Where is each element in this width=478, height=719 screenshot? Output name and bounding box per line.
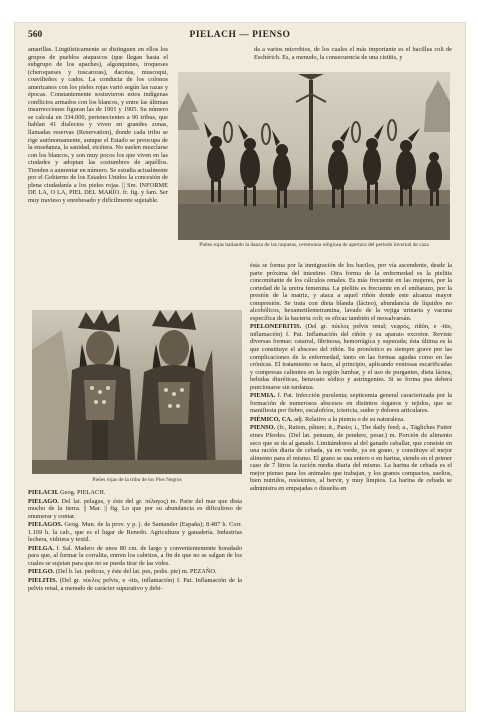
entry-pielitis	[28, 577, 242, 592]
page-title: PIELACH — PIENSO	[189, 30, 291, 40]
entry-pielach-body: Geog. PIELACH.	[60, 489, 106, 496]
entry-piemico-body: adj. Relativo a la piemia o de su naturaleza.	[294, 415, 405, 423]
top-left-column	[28, 46, 168, 308]
photo-snowshoe-dance-image	[178, 72, 450, 240]
entry-pielonefritis	[250, 323, 452, 391]
entry-pienso-body: (fr., Ration, pâture; it., Pasto; i., The daily feed; a., Tägliches Futter eines Pferdes. (Del lat. pensum, de pendere, pesar.) m. Porción de alimento seco que se da al ganado. Limitándonos al del ganado caballar, que consiste en una ración diaria de cebada, ya en verde, ya en grano, y constituye el mejor alimento para el mismo. El grano se usa entero o en harina, siendo en el primer caso de 7 litros la ración media diaria del mismo. La harina de cebada es el mejor pienso para los animales que trabajan, y los granos compactos, sueltos, bien nutridos, resistentes, al hervir, y muy limpios. La harina de cebada se administra en empajadas o disuelta en	[250, 424, 452, 492]
entry-pielago-head: PIELAGO.	[28, 497, 59, 505]
entry-pienso-head: PIENSO.	[250, 424, 276, 432]
entry-pielonefritis-body: (Del gr. πύελος pelvis renal; νεφρός, riñón, e -itis, inflamación) f. Pat. Inflamación del riñón y su aparato excretor. Reviste diversas formas: catarral, fibrinosa, hemorrágica y supurada; ésta última es la que constituye el absceso del riñón. Su pronóstico es siempre grave por las complicaciones de la enfermedad, tanto en las formas agudas como en las crónicas. El tratamiento se hace, al principio, aplicando ventosas escarificadas y compresas calientes en la región lumbar, y el uso de purgantes, dieta láctea, bebidas diuréticas, benzoato sódico y astringentes. Si se forma pus deberá puncionarse sin tardanza.	[250, 323, 452, 391]
page-number: 560	[28, 30, 43, 40]
top-left-text: amarillas. Lingüísticamente se distinguen en ellos los grupos de pueblos atapascos (que llegan hasta el subgrupo de los apaches), algonquines, iroqueses (cheroqueses y tuscaroras), dacotas, muscoqui, coavilteños y cados. La conducta de los colonos americanos con los pieles rojas varió según las razas y épocas. Constantemente sostuvieron estos indígenas conflictos armados con los blancos, y entre las últimas insurrecciones figuran las de 1901 y 1905. Su número se calcula en 334.000, pertenecientes a 96 tribus, que hablan 41 dialectos y viven en grandes zonas, llamadas reservas (Reservation), donde cada tribu se rige autónomamente, aunque el Estado se preocupa de la enseñanza, la sanidad, etcétera. No suelen mezclarse con los blancos, y son muy pocos los que viven en las ciudades y adoptan las costumbres de aquéllos. Tienden a aumentar en número. Se estudia actualmente por el Gobierno de los Estados Unidos la concesión de plena ciudadanía a los pieles rojas. || Sm. INFORME DE LA, O LA, PIEL DEL MARÍO. fr. fig. y fam. Ser muy travieso y enrebesado y difícilmente sujetable.	[28, 46, 168, 204]
entry-pielonefritis-head: PIELONEFRITIS.	[250, 323, 302, 331]
entry-pielago	[28, 498, 242, 521]
entry-pielga-body: f. Sal. Madero de unos 80 cm. de largo y convenientemente horadado para que, al formar la corralita, entren los cabritos, a fin de que no se salgan de los cuales se sujetan para que no se pueda tirar de las vides.	[28, 544, 243, 567]
top-right-column	[254, 46, 452, 70]
entry-piemia-head: PIEMIA.	[250, 392, 276, 400]
entry-pielgo	[28, 568, 242, 576]
entry-pielitis-body: (Del gr. πύελος pelvis, e -itis, inflamación) f. Pat. Inflamación de la pelvis renal, a menudo de carácter supurativo y debi-	[28, 577, 242, 592]
entry-pielach-head: PIELACH.	[28, 489, 59, 496]
entry-pienso	[250, 424, 452, 492]
page-header	[28, 30, 452, 44]
entry-pielagos	[28, 521, 242, 544]
entry-piemico-head: PIÉMICO, CA.	[250, 415, 293, 423]
photo-blackfoot-caption: Pieles rojas de la tribu de los Pies Negros	[92, 477, 182, 483]
entry-pielgo-head: PIELGO.	[28, 568, 55, 576]
photo-blackfoot	[32, 310, 242, 474]
lower-left-column	[28, 488, 242, 708]
top-right-text: da a varios microbios, de los cuales el más importante es el bacillus coli de Eschérich. Es, a menudo, la consecuencia de una cistitis, y	[254, 46, 452, 61]
entry-piemia	[250, 392, 452, 415]
entry-pielagos-body: Geog. Mun. de la prov. y p. j. de Santander (España); 8.487 h. Corr. 1.169 h. la cab., que es el lugar de Renedo. Agricultura y ganadería. Industrias lechera, vidriera y textil.	[28, 521, 242, 544]
photo-blackfoot-image	[32, 310, 242, 474]
entry-pielgo-body: (Del b. lat. pedicus, y éste del lat. pes, pedis. pie) m. PEZAÑO.	[55, 568, 217, 576]
entry-pielga-head: PIELGA.	[28, 544, 54, 552]
encyclopedia-page	[14, 22, 466, 712]
entry-piemico	[250, 416, 452, 424]
entry-pielga	[28, 545, 242, 568]
entry-pielach	[28, 489, 242, 497]
photo-snowshoe-dance	[178, 72, 450, 240]
entry-pielago-body: Del lat. pelagus, y éste del gr. πέλαγος) m. Parte del mar que dista mucho de la tierra. || Mar. || fig. Lo que por su abundancia es dificultoso de enumerar y contar.	[28, 497, 242, 520]
photo-snowshoe-dance-caption: Pieles rojas bailando la danza de las raquetas, ceremonia religiosa de apertura del periodo invernal de caza	[199, 242, 429, 248]
entry-pielitis-continued: ésta se forma por la inmigración de los bacilos, por vía ascendente, desde la parte próxima del intestino. Otra forma de la enfermedad es la pielitis concomitante de los cálculos renales. Es más frecuente en las mujeres, por la cortedad de la uretra femenina. La pielitis es frecuente en el embarazo, por la presión de la matriz, y ataca a aquel riñón donde este alcanza mayor compresión. Se trata con dieta blanda (lácteo), abundancia de líquidos no alcohólicos, hexametilentetramina, lavado de la vejiga urinaria y vacuna específica de la bacteria coli; es eficaz también el neosalvarsán.	[250, 262, 452, 322]
entry-pielagos-head: PIELAGOS.	[28, 521, 63, 529]
entry-piemia-body: f. Pat. Infección purulenta; septicemia general caracterizada por la formación de numerosos abscesos en distintos órganos y tejidos, que se manifiesta por fiebre, escalofríos, ictericia, sudor y dolores articulares.	[250, 392, 452, 415]
entry-pielitis-head: PIELITIS.	[28, 577, 58, 585]
lower-right-column	[250, 262, 452, 708]
